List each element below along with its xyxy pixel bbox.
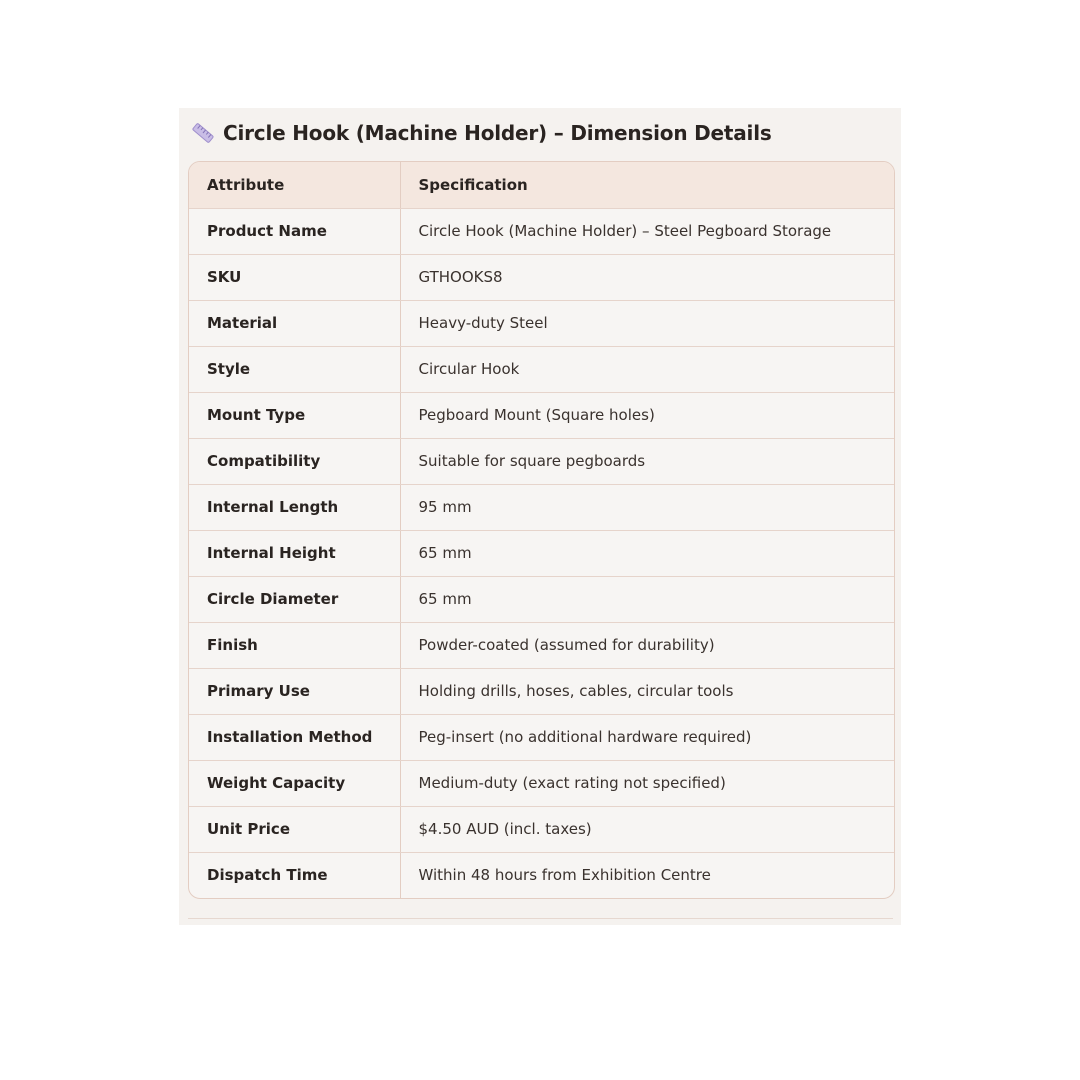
attribute-cell: Material bbox=[189, 300, 400, 346]
title-row bbox=[191, 118, 772, 148]
specification-cell: 65 mm bbox=[400, 530, 894, 576]
dimension-details-card bbox=[179, 108, 901, 925]
specification-cell: Holding drills, hoses, cables, circular tools bbox=[400, 668, 894, 714]
spec-table-body bbox=[189, 208, 894, 898]
attribute-cell: Compatibility bbox=[189, 438, 400, 484]
specification-cell: GTHOOKS8 bbox=[400, 254, 894, 300]
table-row bbox=[189, 300, 894, 346]
attribute-cell: Product Name bbox=[189, 208, 400, 254]
table-row bbox=[189, 438, 894, 484]
column-header-specification: Specification bbox=[400, 162, 894, 208]
table-row bbox=[189, 346, 894, 392]
table-row bbox=[189, 622, 894, 668]
specification-cell: 65 mm bbox=[400, 576, 894, 622]
specification-cell: $4.50 AUD (incl. taxes) bbox=[400, 806, 894, 852]
specification-cell: Heavy-duty Steel bbox=[400, 300, 894, 346]
specification-cell: Powder-coated (assumed for durability) bbox=[400, 622, 894, 668]
table-row bbox=[189, 576, 894, 622]
table-row bbox=[189, 254, 894, 300]
table-header-row bbox=[189, 162, 894, 208]
table-row bbox=[189, 806, 894, 852]
specification-cell: Pegboard Mount (Square holes) bbox=[400, 392, 894, 438]
attribute-cell: Style bbox=[189, 346, 400, 392]
attribute-cell: Mount Type bbox=[189, 392, 400, 438]
table-row bbox=[189, 392, 894, 438]
bottom-divider bbox=[188, 918, 893, 919]
spec-table bbox=[189, 162, 894, 898]
attribute-cell: Primary Use bbox=[189, 668, 400, 714]
ruler-icon bbox=[191, 121, 215, 145]
attribute-cell: Unit Price bbox=[189, 806, 400, 852]
attribute-cell: Internal Height bbox=[189, 530, 400, 576]
attribute-cell: Dispatch Time bbox=[189, 852, 400, 898]
table-row bbox=[189, 714, 894, 760]
attribute-cell: Internal Length bbox=[189, 484, 400, 530]
table-row bbox=[189, 530, 894, 576]
attribute-cell: Weight Capacity bbox=[189, 760, 400, 806]
table-row bbox=[189, 208, 894, 254]
attribute-cell: Installation Method bbox=[189, 714, 400, 760]
column-header-attribute: Attribute bbox=[189, 162, 400, 208]
table-row bbox=[189, 760, 894, 806]
specification-cell: 95 mm bbox=[400, 484, 894, 530]
specification-cell: Suitable for square pegboards bbox=[400, 438, 894, 484]
specification-cell: Within 48 hours from Exhibition Centre bbox=[418, 866, 711, 885]
specification-cell: Circular Hook bbox=[400, 346, 894, 392]
specification-cell: Circle Hook (Machine Holder) – Steel Pegboard Storage bbox=[400, 208, 894, 254]
attribute-cell: Finish bbox=[189, 622, 400, 668]
spec-table-container bbox=[188, 161, 895, 899]
table-row bbox=[189, 484, 894, 530]
page-title: Circle Hook (Machine Holder) – Dimension Details bbox=[223, 121, 772, 145]
attribute-cell: Circle Diameter bbox=[189, 576, 400, 622]
table-row bbox=[189, 668, 894, 714]
table-row bbox=[189, 852, 894, 898]
attribute-cell: SKU bbox=[189, 254, 400, 300]
specification-cell: Peg-insert (no additional hardware required) bbox=[400, 714, 894, 760]
specification-cell: Medium-duty (exact rating not specified) bbox=[400, 760, 894, 806]
